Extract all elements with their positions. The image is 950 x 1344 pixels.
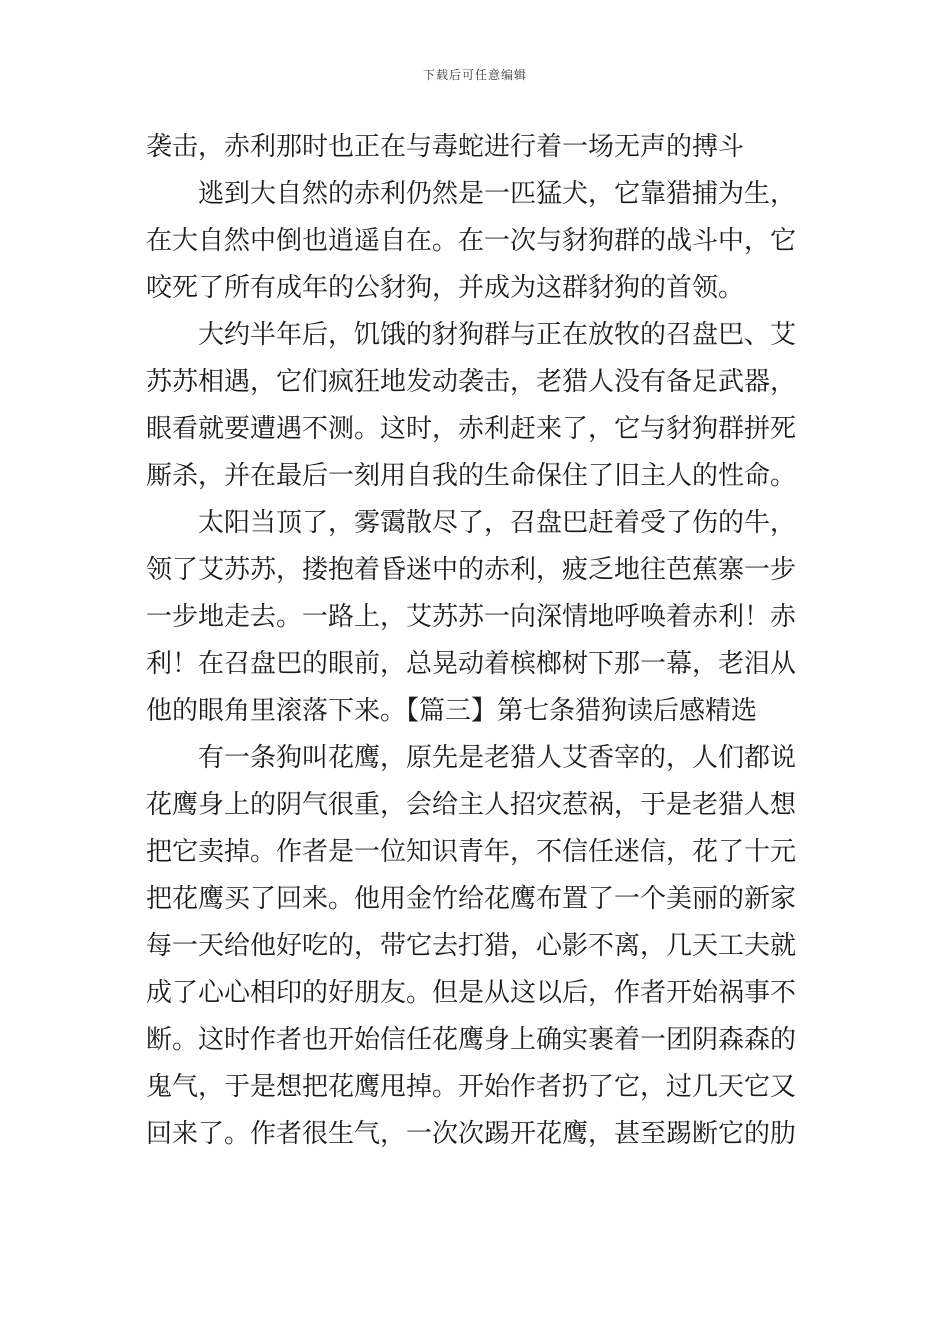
text-line: 一步地走去。一路上，艾苏苏一向深情地呼唤着赤利！赤	[146, 602, 797, 632]
text-line: 苏苏相遇，它们疯狂地发动袭击，老猎人没有备足武器，	[146, 367, 797, 397]
text-line: 鬼气，于是想把花鹰甩掉。开始作者扔了它，过几天它又	[146, 1072, 797, 1102]
text-line: 把它卖掉。作者是一位知识青年，不信任迷信，花了十元	[146, 837, 797, 867]
text-line: 回来了。作者很生气，一次次踢开花鹰，甚至踢断它的肋	[146, 1119, 797, 1149]
text-line: 领了艾苏苏，搂抱着昏迷中的赤利，疲乏地往芭蕉寨一步	[146, 555, 797, 585]
text-line: 花鹰身上的阴气很重，会给主人招灾惹祸，于是老猎人想	[146, 790, 797, 820]
paragraph-start-line: 大约半年后，饥饿的豺狗群与正在放牧的召盘巴、艾	[198, 320, 797, 350]
text-line: 成了心心相印的好朋友。但是从这以后，作者开始祸事不	[146, 978, 797, 1008]
document-body	[146, 124, 810, 1158]
text-line: 厮杀，并在最后一刻用自我的生命保住了旧主人的性命。	[146, 461, 797, 491]
paragraph-start-line: 太阳当顶了，雾霭散尽了，召盘巴赶着受了伤的牛，	[198, 508, 797, 538]
text-line: 把花鹰买了回来。他用金竹给花鹰布置了一个美丽的新家	[146, 884, 797, 914]
text-line: 断。这时作者也开始信任花鹰身上确实裹着一团阴森森的	[146, 1025, 797, 1055]
text-line: 他的眼角里滚落下来。【篇三】第七条猎狗读后感精选	[146, 696, 758, 726]
text-line: 袭击，赤利那时也正在与毒蛇进行着一场无声的搏斗	[146, 132, 745, 162]
text-line: 咬死了所有成年的公豺狗，并成为这群豺狗的首领。	[146, 273, 745, 303]
text-line: 眼看就要遭遇不测。这时，赤利赶来了，它与豺狗群拼死	[146, 414, 797, 444]
page-header: 下载后可任意编辑	[422, 68, 527, 82]
text-line: 在大自然中倒也逍遥自在。在一次与豺狗群的战斗中，它	[146, 226, 797, 256]
paragraph-start-line: 逃到大自然的赤利仍然是一匹猛犬，它靠猎捕为生，	[198, 179, 797, 209]
paragraph-start-line: 有一条狗叫花鹰，原先是老猎人艾香宰的，人们都说	[198, 743, 797, 773]
text-line: 利！在召盘巴的眼前，总晃动着槟榔树下那一幕，老泪从	[146, 649, 797, 679]
text-line: 每一天给他好吃的，带它去打猎，心影不离，几天工夫就	[146, 931, 797, 961]
